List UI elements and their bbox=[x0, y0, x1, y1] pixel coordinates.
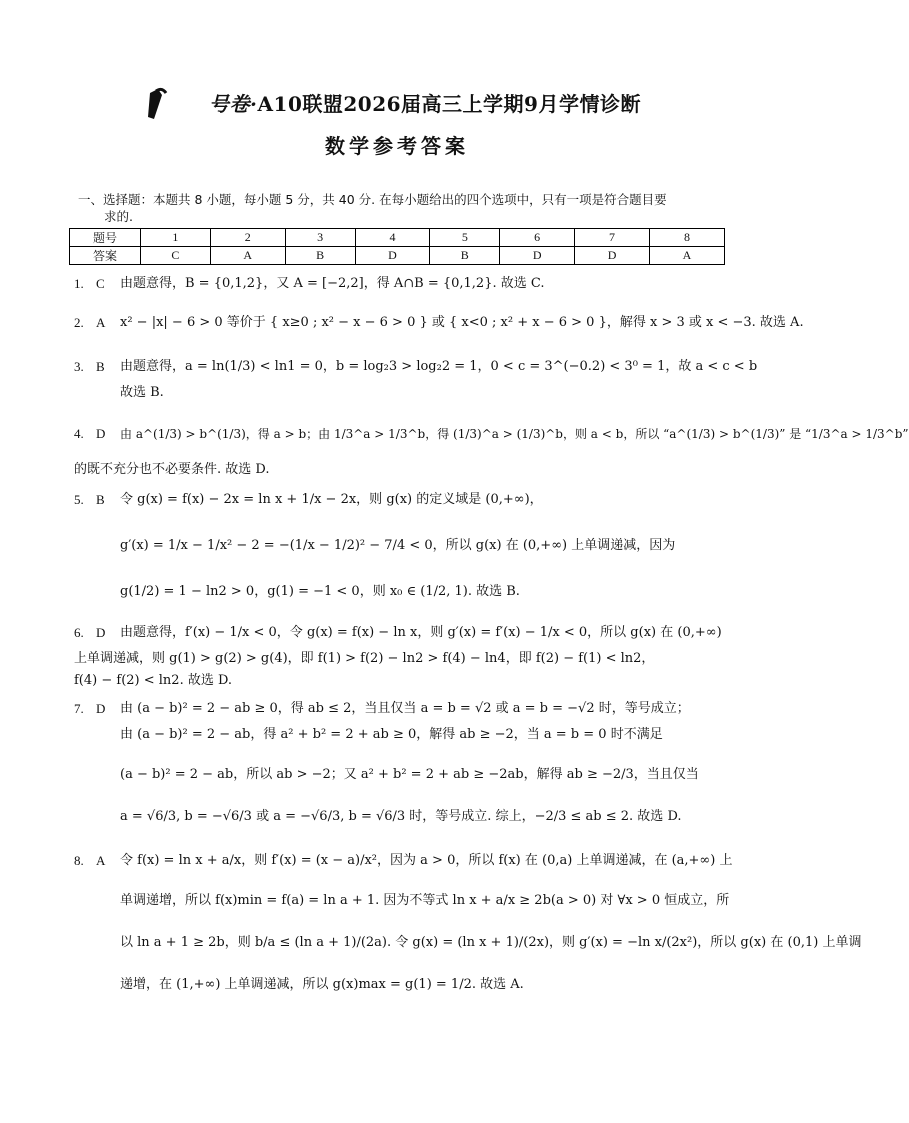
table-cell: 4 bbox=[355, 229, 430, 247]
table-row-answers bbox=[70, 247, 725, 265]
table-cell: 2 bbox=[210, 229, 285, 247]
solution-line: g′(x) = 1/x − 1/x² − 2 = −(1/x − 1/2)² − 7/4 < 0，所以 g(x) 在 (0,+∞) 上单调递减，因为 bbox=[120, 538, 676, 553]
section-heading bbox=[78, 191, 728, 225]
answer-table bbox=[69, 228, 725, 265]
table-cell: B bbox=[285, 247, 355, 265]
question-answer: D bbox=[96, 426, 106, 441]
table-cell: 5 bbox=[430, 229, 500, 247]
question-answer: D bbox=[96, 625, 106, 640]
solution-line: a = √6/3, b = −√6/3 或 a = −√6/3, b = √6/3 时，等号成立. 综上，−2/3 ≤ ab ≤ 2. 故选 D. bbox=[120, 809, 682, 824]
question-body bbox=[120, 490, 740, 602]
brand-name: 号卷· bbox=[209, 92, 258, 116]
solution-line: 由题意得，f′(x) − 1/x < 0，令 g(x) = f(x) − ln x，则 g′(x) = f′(x) − 1/x < 0，所以 g(x) 在 (0,+∞) bbox=[120, 625, 722, 640]
question-answer: B bbox=[96, 492, 105, 507]
section-heading-line2: 求的. bbox=[104, 209, 133, 224]
solution-line: x² − |x| − 6 > 0 等价于 { x≥0 ; x² − x − 6 > 0 } 或 { x<0 ; x² + x − 6 > 0 }，解得 x > 3 或 x < −3. 故选 A. bbox=[120, 315, 804, 330]
question-body bbox=[74, 424, 909, 480]
question-answer: A bbox=[96, 315, 106, 330]
question-number: 4. bbox=[74, 426, 84, 441]
section-heading-line1: 一、选择题：本题共 8 小题，每小题 5 分，共 40 分. 在每小题给出的四个选项中，只有一项是符合题目要 bbox=[78, 192, 667, 207]
solution-line: 由题意得，a = ln(1/3) < ln1 = 0，b = log₂3 > log₂2 = 1，0 < c = 3^(−0.2) < 3⁰ = 1，故 a < c < b bbox=[120, 359, 758, 374]
solution-line: 由 (a − b)² = 2 − ab ≥ 0，得 ab ≤ 2，当且仅当 a = b = √2 或 a = b = −√2 时，等号成立； bbox=[120, 701, 690, 716]
question-body bbox=[120, 357, 758, 403]
solution-line: 故选 B. bbox=[120, 385, 164, 400]
question-number: 6. bbox=[74, 625, 84, 640]
question-body bbox=[120, 274, 740, 294]
table-cell: A bbox=[650, 247, 725, 265]
table-cell: 8 bbox=[650, 229, 725, 247]
solution-line: 递增，在 (1,+∞) 上单调递减，所以 g(x)max = g(1) = 1/2. 故选 A. bbox=[120, 977, 524, 992]
solution-line: 令 f(x) = ln x + a/x，则 f′(x) = (x − a)/x²，因为 a > 0，所以 f(x) 在 (0,a) 上单调递减，在 (a,+∞) 上 bbox=[120, 853, 733, 868]
question-number: 7. bbox=[74, 701, 84, 716]
solution-line: 的既不充分也不必要条件. 故选 D. bbox=[74, 462, 270, 477]
question-number: 8. bbox=[74, 853, 84, 868]
table-cell: C bbox=[141, 247, 211, 265]
document-subtitle: 数学参考答案 bbox=[325, 134, 469, 158]
table-cell: D bbox=[575, 247, 650, 265]
table-header-cell: 答案 bbox=[70, 247, 141, 265]
table-cell: 6 bbox=[500, 229, 575, 247]
question-body bbox=[120, 313, 804, 333]
solution-line: 由 a^(1/3) > b^(1/3)，得 a > b；由 1/3^a > 1/3^b，得 (1/3)^a > (1/3)^b，则 a < b，所以 “a^(1/3) > b^(1/3)” 是 “1/3^a > 1/3^b” bbox=[120, 427, 909, 441]
solution-line: g(1/2) = 1 − ln2 > 0，g(1) = −1 < 0，则 x₀ ∈ (1/2, 1). 故选 B. bbox=[120, 584, 520, 599]
solution-line: 由 (a − b)² = 2 − ab，得 a² + b² = 2 + ab ≥ 0，解得 ab ≥ −2，当 a = b = 0 时不满足 bbox=[120, 727, 663, 742]
question-answer: D bbox=[96, 701, 106, 716]
question-body bbox=[120, 699, 740, 827]
question-body bbox=[74, 623, 740, 691]
table-header-cell: 题号 bbox=[70, 229, 141, 247]
document-title bbox=[0, 88, 794, 117]
table-cell: B bbox=[430, 247, 500, 265]
table-cell: 1 bbox=[141, 229, 211, 247]
solution-line: 上单调递减，则 g(1) > g(2) > g(4)，即 f(1) > f(2) − ln2 > f(4) − ln4，即 f(2) − f(1) < ln2， bbox=[74, 651, 655, 666]
table-cell: D bbox=[500, 247, 575, 265]
table-cell: A bbox=[210, 247, 285, 265]
title-text: A10联盟2026届高三上学期9月学情诊断 bbox=[257, 92, 641, 116]
table-row-numbers bbox=[70, 229, 725, 247]
question-number: 5. bbox=[74, 492, 84, 507]
question-answer: A bbox=[96, 853, 106, 868]
solution-line: 以 ln a + 1 ≥ 2b，则 b/a ≤ (ln a + 1)/(2a). 令 g(x) = (ln x + 1)/(2x)，则 g′(x) = −ln x/(2x²)，所以 g(x) 在 (0,1) 上单调 bbox=[120, 935, 862, 950]
solution-line: f(4) − f(2) < ln2. 故选 D. bbox=[74, 673, 233, 688]
solution-line: (a − b)² = 2 − ab，所以 ab > −2；又 a² + b² = 2 + ab ≥ −2ab，解得 ab ≥ −2/3，当且仅当 bbox=[120, 767, 699, 782]
solution-line: 由题意得，B = {0,1,2}，又 A = [−2,2]，得 A∩B = {0,1,2}. 故选 C. bbox=[120, 276, 545, 291]
solution-line: 单调递增，所以 f(x)min = f(a) = ln a + 1. 因为不等式 ln x + a/x ≥ 2b(a > 0) 对 ∀x > 0 恒成立，所 bbox=[120, 893, 730, 908]
question-answer: B bbox=[96, 359, 105, 374]
question-number: 1. bbox=[74, 276, 84, 291]
table-cell: 7 bbox=[575, 229, 650, 247]
table-cell: 3 bbox=[285, 229, 355, 247]
question-body bbox=[120, 851, 862, 995]
question-number: 2. bbox=[74, 315, 84, 330]
solution-line: 令 g(x) = f(x) − 2x = ln x + 1/x − 2x，则 g(x) 的定义域是 (0,+∞)， bbox=[120, 492, 543, 507]
table-cell: D bbox=[355, 247, 430, 265]
question-number: 3. bbox=[74, 359, 84, 374]
question-answer: C bbox=[96, 276, 105, 291]
